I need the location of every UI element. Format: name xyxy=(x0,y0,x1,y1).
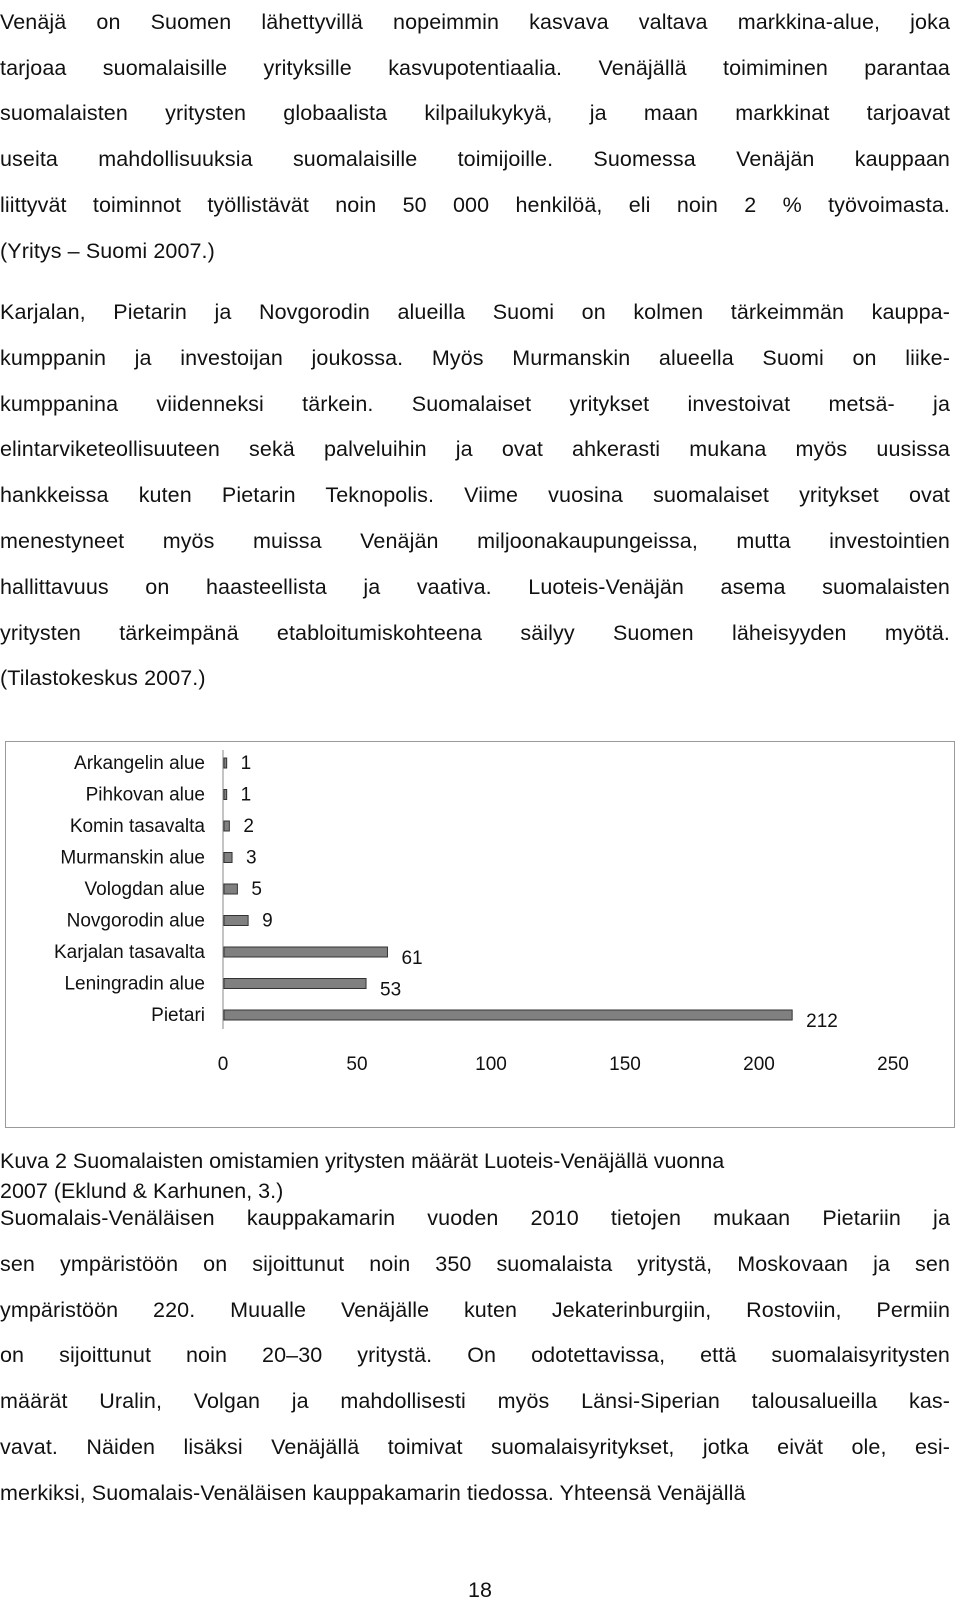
data-label: 3 xyxy=(246,847,257,869)
category-label: Karjalan tasavalta xyxy=(53,942,205,963)
text-line: yritysten tärkeimpänä etabloitumiskohteena säilyy Suomen läheisyyden myötä. xyxy=(0,620,950,645)
bar xyxy=(224,1010,792,1020)
x-tick-label: 250 xyxy=(877,1054,909,1075)
category-label: Pihkovan alue xyxy=(85,784,205,806)
data-label: 1 xyxy=(240,753,252,774)
bar xyxy=(224,758,227,768)
bar xyxy=(224,947,387,957)
paragraph-intro xyxy=(0,0,950,274)
bar xyxy=(224,821,229,831)
bar xyxy=(224,853,232,863)
category-label: Leningradin alue xyxy=(64,973,205,995)
data-label: 1 xyxy=(240,784,252,806)
text-line: ympäristöön 220. Muualle Venäjälle kuten Jekaterinburgiin, Rostoviin, Permiin xyxy=(0,1297,950,1322)
bar xyxy=(224,790,227,800)
bar xyxy=(224,979,366,989)
text-line: (Yritys – Suomi 2007.) xyxy=(0,238,215,263)
text-line: Venäjä on Suomen lähettyvillä nopeimmin kasvava valtava markkina-alue, joka xyxy=(0,10,950,34)
category-label: Arkangelin alue xyxy=(74,753,205,774)
text-line: tarjoaa suomalaisille yrityksille kasvupotentiaalia. Venäjällä toimiminen parantaa xyxy=(0,55,950,80)
x-tick-label: 100 xyxy=(475,1054,507,1075)
data-label: 61 xyxy=(401,948,423,969)
text-line: (Tilastokeskus 2007.) xyxy=(0,666,206,691)
category-label: Vologdan alue xyxy=(84,879,205,900)
text-line: Karjalan, Pietarin ja Novgorodin alueilla Suomi on kolmen tärkeimmän kauppa- xyxy=(0,300,950,324)
category-label: Pietari xyxy=(151,1005,205,1026)
text-line: suomalaisten yritysten globaalista kilpailukykyä, ja maan markkinat tarjoavat xyxy=(0,101,950,126)
data-label: 53 xyxy=(380,979,402,1001)
data-label: 9 xyxy=(262,910,273,932)
text-line: hallittavuus on haasteellista ja vaativa. Luoteis-Venäjän asema suomalaisten xyxy=(0,574,950,599)
text-line: useita mahdollisuuksia suomalaisille toimijoille. Suomessa Venäjän kauppaan xyxy=(0,147,950,172)
text-line: määrät Uralin, Volgan ja mahdollisesti myös Länsi-Siperian talousalueilla kas- xyxy=(0,1389,950,1414)
x-tick-label: 150 xyxy=(609,1054,641,1075)
caption-line-2: 2007 (Eklund & Karhunen, 3.) xyxy=(0,1179,284,1203)
text-line: merkiksi, Suomalais-Venäläisen kauppakamarin tiedossa. Yhteensä Venäjällä xyxy=(0,1480,746,1505)
text-line: kumppanina viidenneksi tärkein. Suomalaiset yritykset investoivat metsä- ja xyxy=(0,391,950,416)
text-line: kumppanin ja investoijan joukossa. Myös Murmanskin alueella Suomi on liike- xyxy=(0,345,950,370)
text-line: Suomalais-Venäläisen kauppakamarin vuoden 2010 tietojen mukaan Pietariin ja xyxy=(0,1206,950,1230)
data-label: 5 xyxy=(251,879,262,900)
category-label: Novgorodin alue xyxy=(66,910,205,932)
text-line: hankkeissa kuten Pietarin Teknopolis. Viime vuosina suomalaiset yritykset ovat xyxy=(0,483,950,508)
text-line: sen ympäristöön on sijoittunut noin 350 suomalaista yritystä, Moskovaan ja sen xyxy=(0,1251,950,1276)
data-label: 212 xyxy=(806,1011,838,1032)
bar xyxy=(224,916,248,926)
text-line: vavat. Näiden lisäksi Venäjällä toimivat suomalaisyritykset, jotka eivät ole, esi- xyxy=(0,1434,950,1459)
category-label: Komin tasavalta xyxy=(69,816,205,837)
bar-chart xyxy=(6,742,954,1127)
text-line: elintarviketeollisuuteen sekä palveluihin ja ovat ahkerasti mukana myös uusissa xyxy=(0,437,950,462)
x-tick-label: 0 xyxy=(217,1054,229,1075)
paragraph-chamber-data xyxy=(0,1196,950,1517)
text-line: menestyneet myös muissa Venäjän miljoonakaupungeissa, mutta investointien xyxy=(0,528,950,553)
bar xyxy=(224,884,237,894)
text-line: on sijoittunut noin 20–30 yritystä. On odotettavissa, että suomalaisyritysten xyxy=(0,1343,950,1368)
category-label: Murmanskin alue xyxy=(60,847,205,869)
data-label: 2 xyxy=(243,816,254,837)
paragraph-regions xyxy=(0,290,950,702)
x-tick-label: 200 xyxy=(743,1054,775,1075)
text-line: liittyvät toiminnot työllistävät noin 50 000 henkilöä, eli noin 2 % työvoimasta. xyxy=(0,192,950,217)
bar-chart-figure xyxy=(5,741,955,1128)
caption-line-1: Kuva 2 Suomalaisten omistamien yritysten määrät Luoteis-Venäjällä vuonna xyxy=(0,1149,725,1173)
x-tick-label: 50 xyxy=(346,1054,368,1075)
page-number: 18 xyxy=(468,1578,492,1602)
